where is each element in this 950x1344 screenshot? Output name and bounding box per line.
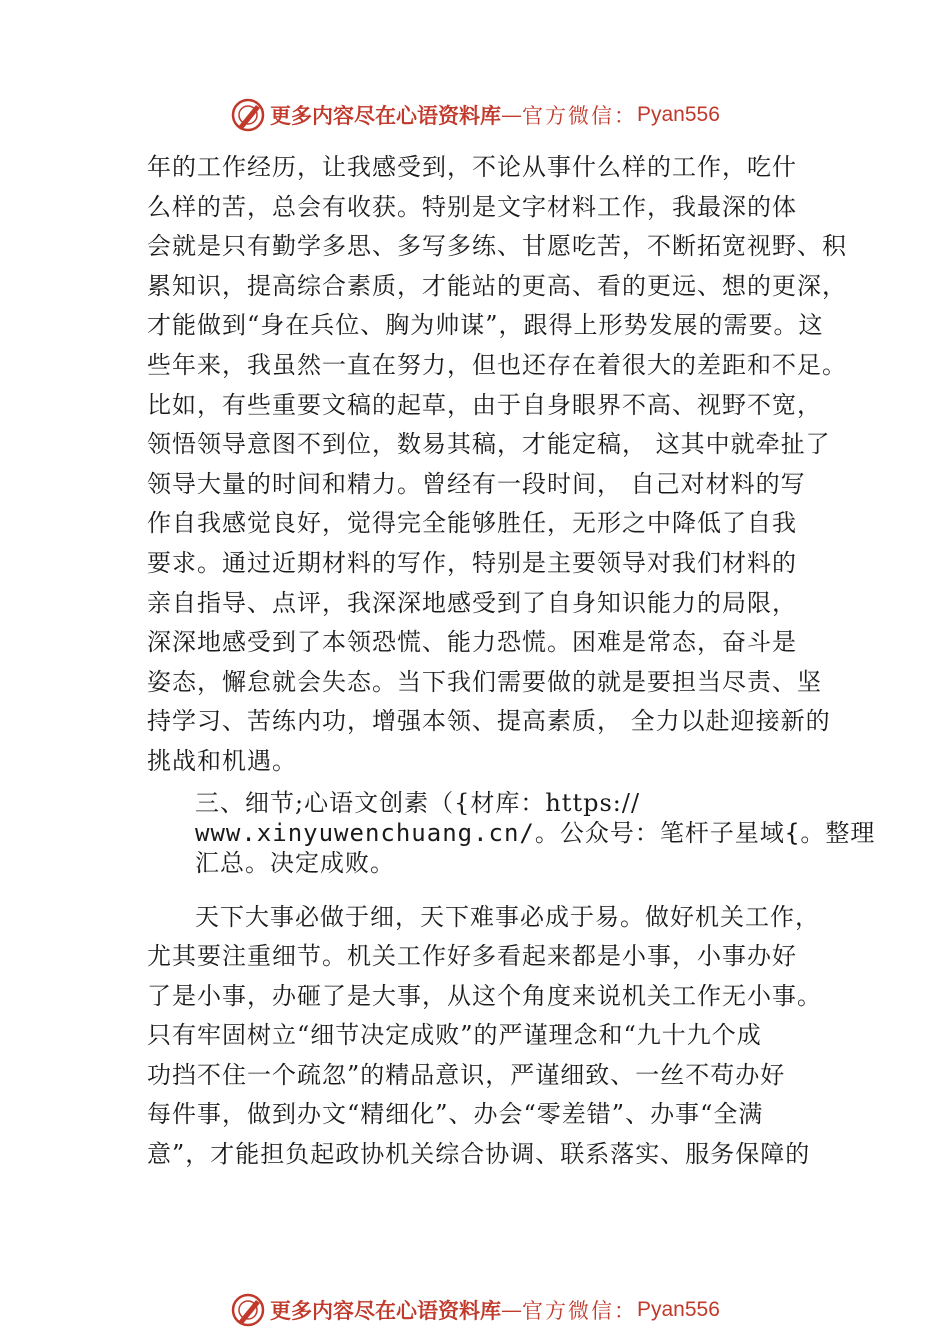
- footer-wechat-label: 官方微信：: [522, 1299, 637, 1323]
- text-line: 只有牢固树立“细节决定成败”的严谨理念和“九十九个成: [147, 1021, 762, 1050]
- text-line: 深深地感受到了本领恐慌、能力恐慌。困难是常态，奋斗是: [147, 628, 797, 657]
- pen-logo-icon: [230, 97, 266, 133]
- text-line: 些年来，我虽然一直在努力，但也还存在着很大的差距和不足。: [147, 350, 847, 379]
- text-line: 尤其要注重细节。机关工作好多看起来都是小事，小事办好: [147, 942, 797, 971]
- header-brand: 更多内容尽在心语资料库: [270, 103, 501, 128]
- paragraph-2: [147, 898, 847, 1175]
- header-dash: —: [501, 103, 522, 127]
- header-wechat-id: Pyan556: [637, 103, 720, 126]
- document-body: [147, 148, 876, 1175]
- text-line: 意”，才能担负起政协机关综合协调、联系落实、服务保障的: [147, 1140, 811, 1169]
- footer-brand: 更多内容尽在心语资料库: [270, 1298, 501, 1323]
- text-line: 作自我感觉良好，觉得完全能够胜任，无形之中降低了自我: [147, 509, 797, 538]
- header-wechat-label: 官方微信：: [522, 104, 637, 128]
- watermark-header: [230, 95, 720, 135]
- text-line: 比如，有些重要文稿的起草，由于自身眼界不高、视野不宽，: [147, 390, 822, 419]
- text-line: 才能做到“身在兵位、胸为帅谋”，跟得上形势发展的需要。这: [147, 311, 824, 340]
- text-line: 姿态，懈怠就会失态。当下我们需要做的就是要担当尽责、坚: [147, 667, 822, 696]
- heading-line-url: www.xinyuwenchuang.cn/。公众号：笔杆子星域{。整理: [195, 818, 876, 847]
- text-line: 年的工作经历，让我感受到，不论从事什么样的工作，吃什: [147, 153, 797, 181]
- paragraph-1: [147, 148, 847, 782]
- text-line: 么样的苦，总会有收获。特别是文字材料工作，我最深的体: [147, 192, 797, 221]
- text-line: 会就是只有勤学多思、多写多练、甘愿吃苦，不断拓宽视野、积: [147, 232, 847, 261]
- footer-dash: —: [501, 1298, 522, 1322]
- watermark-footer: [230, 1290, 720, 1330]
- text-line: 亲自指导、点评，我深深地感受到了自身知识能力的局限，: [147, 588, 797, 617]
- text-line: 挑战和机遇。: [147, 746, 297, 775]
- heading-line: 汇总。决定成败。: [195, 848, 395, 877]
- section-heading: [147, 788, 876, 878]
- text-line: 领悟领导意图不到位，数易其稿，才能定稿， 这其中就牵扯了: [147, 430, 831, 459]
- text-line: 累知识，提高综合素质，才能站的更高、看的更远、想的更深，: [147, 271, 847, 300]
- footer-wechat-id: Pyan556: [637, 1298, 720, 1321]
- text-line: 持学习、苦练内功，增强本领、提高素质， 全力以赴迎接新的: [147, 707, 831, 736]
- text-line: 了是小事，办砸了是大事，从这个角度来说机关工作无小事。: [147, 981, 822, 1010]
- text-line: 要求。通过近期材料的写作，特别是主要领导对我们材料的: [147, 548, 797, 577]
- text-line: 每件事，做到办文“精细化”、办会“零差错”、办事“全满: [147, 1100, 764, 1129]
- heading-line: 三、细节;心语文创素（{材库：https://: [195, 788, 641, 817]
- text-line: 功挡不住一个疏忽”的精品意识，严谨细致、一丝不苟办好: [147, 1060, 786, 1089]
- text-line: 领导大量的时间和精力。曾经有一段时间， 自己对材料的写: [147, 469, 806, 498]
- text-line: 天下大事必做于细，天下难事必成于易。做好机关工作，: [195, 902, 820, 931]
- pen-logo-icon: [230, 1292, 266, 1328]
